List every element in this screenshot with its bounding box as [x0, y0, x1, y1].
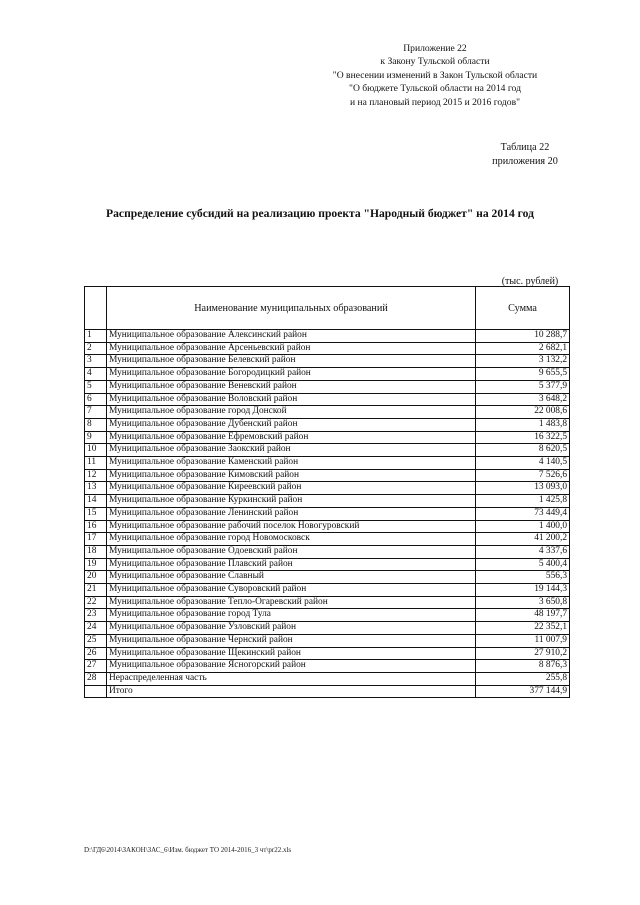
- row-num: 12: [85, 469, 107, 482]
- row-sum: 73 449,4: [476, 507, 570, 520]
- row-num: 5: [85, 380, 107, 393]
- row-sum: 1 400,0: [476, 520, 570, 533]
- row-num: 10: [85, 444, 107, 457]
- row-sum: 5 377,9: [476, 380, 570, 393]
- row-name: Муниципальное образование город Тула: [107, 609, 476, 622]
- row-name: Муниципальное образование Чернский район: [107, 634, 476, 647]
- row-sum: 255,8: [476, 672, 570, 685]
- row-sum: 19 144,3: [476, 584, 570, 597]
- table-row: [85, 533, 570, 546]
- table-row: [85, 660, 570, 673]
- row-sum: 2 682,1: [476, 342, 570, 355]
- table-row: [85, 571, 570, 584]
- table-ref-line: Таблица 22: [500, 142, 550, 153]
- table-row: [85, 596, 570, 609]
- row-num: [85, 685, 107, 698]
- appendix-line: к Закону Тульской области: [380, 56, 490, 68]
- row-name: Муниципальное образование Заокский район: [107, 444, 476, 457]
- row-name: Муниципальное образование Славный: [107, 571, 476, 584]
- table-row: [85, 457, 570, 470]
- table-row: [85, 634, 570, 647]
- table-row: [85, 393, 570, 406]
- row-name: Муниципальное образование Алексинский район: [107, 330, 476, 343]
- row-num: 22: [85, 596, 107, 609]
- row-sum: 48 197,7: [476, 609, 570, 622]
- row-name: Муниципальное образование Плавский район: [107, 558, 476, 571]
- row-sum: 556,3: [476, 571, 570, 584]
- row-name: Муниципальное образование Белевский район: [107, 355, 476, 368]
- table-body: [85, 330, 570, 698]
- row-name: Муниципальное образование Тепло-Огаревский район: [107, 596, 476, 609]
- subsidy-table: [84, 286, 570, 698]
- row-num: 2: [85, 342, 107, 355]
- row-sum: 22 352,1: [476, 622, 570, 635]
- table-row: [85, 609, 570, 622]
- row-name: Муниципальное образование Киреевский район: [107, 482, 476, 495]
- row-sum: 27 910,2: [476, 647, 570, 660]
- row-sum: 377 144,9: [476, 685, 570, 698]
- row-num: 18: [85, 545, 107, 558]
- table-row: [85, 622, 570, 635]
- row-sum: 8 620,5: [476, 444, 570, 457]
- row-sum: 22 008,6: [476, 406, 570, 419]
- table-row: [85, 495, 570, 508]
- row-num: 28: [85, 672, 107, 685]
- table-row: [85, 380, 570, 393]
- row-sum: 4 140,5: [476, 457, 570, 470]
- table-ref-line: приложения 20: [492, 155, 558, 167]
- row-name: Муниципальное образование город Новомосковск: [107, 533, 476, 546]
- row-name: Муниципальное образование Ленинский район: [107, 507, 476, 520]
- units-label: (тыс. рублей): [501, 276, 559, 287]
- row-sum: 5 400,4: [476, 558, 570, 571]
- table-row: [85, 355, 570, 368]
- row-name: Муниципальное образование город Донской: [107, 406, 476, 419]
- row-num: 20: [85, 571, 107, 584]
- row-sum: 3 132,2: [476, 355, 570, 368]
- row-num: 15: [85, 507, 107, 520]
- row-name: Муниципальное образование Каменский район: [107, 457, 476, 470]
- row-sum: 7 526,6: [476, 469, 570, 482]
- table-row: [85, 482, 570, 495]
- table-row: [85, 520, 570, 533]
- row-sum: 41 200,2: [476, 533, 570, 546]
- appendix-line: "О внесении изменений в Закон Тульской области: [332, 69, 538, 81]
- table-row: [85, 431, 570, 444]
- table-row: [85, 406, 570, 419]
- table-row: [85, 418, 570, 431]
- row-sum: 3 648,2: [476, 393, 570, 406]
- table-header-row: [85, 287, 570, 330]
- row-num: 25: [85, 634, 107, 647]
- header-num: [85, 287, 107, 330]
- table-row: [85, 558, 570, 571]
- row-num: 1: [85, 330, 107, 343]
- row-name: Итого: [107, 685, 476, 698]
- table-reference: [470, 141, 580, 168]
- row-name: Муниципальное образование Богородицкий район: [107, 368, 476, 381]
- row-num: 14: [85, 495, 107, 508]
- appendix-line: Приложение 22: [403, 43, 467, 54]
- table-row: [85, 330, 570, 343]
- row-num: 23: [85, 609, 107, 622]
- row-sum: 9 655,5: [476, 368, 570, 381]
- table-row: [85, 507, 570, 520]
- row-sum: 4 337,6: [476, 545, 570, 558]
- row-name: Муниципальное образование Суворовский район: [107, 584, 476, 597]
- table-row: [85, 469, 570, 482]
- table-row: [85, 672, 570, 685]
- row-sum: 1 425,8: [476, 495, 570, 508]
- row-name: Муниципальное образование Ефремовский район: [107, 431, 476, 444]
- row-sum: 13 093,0: [476, 482, 570, 495]
- table-row: [85, 444, 570, 457]
- row-num: 26: [85, 647, 107, 660]
- row-name: Муниципальное образование Веневский район: [107, 380, 476, 393]
- row-name: Муниципальное образование Куркинский район: [107, 495, 476, 508]
- row-sum: 8 876,3: [476, 660, 570, 673]
- row-sum: 10 288,7: [476, 330, 570, 343]
- total-row: [85, 685, 570, 698]
- row-sum: 16 322,5: [476, 431, 570, 444]
- row-name: Муниципальное образование Арсеньевский район: [107, 342, 476, 355]
- row-num: 24: [85, 622, 107, 635]
- row-name: Муниципальное образование Кимовский район: [107, 469, 476, 482]
- row-name: Муниципальное образование Узловский район: [107, 622, 476, 635]
- row-num: 6: [85, 393, 107, 406]
- row-name: Муниципальное образование Дубенский район: [107, 418, 476, 431]
- header-sum: Сумма: [476, 287, 570, 330]
- row-sum: 11 007,9: [476, 634, 570, 647]
- table-row: [85, 545, 570, 558]
- row-name: Муниципальное образование Воловский район: [107, 393, 476, 406]
- appendix-reference: [300, 42, 570, 109]
- row-num: 7: [85, 406, 107, 419]
- document-title: Распределение субсидий на реализацию проекта "Народный бюджет" на 2014 год: [106, 207, 534, 220]
- file-path: D:\ГД6\2014\ЗАКОН\ЗАС_6\Изм. бюджет ТО 2014-2016_3 чт\pr22.xls: [84, 846, 292, 854]
- row-num: 19: [85, 558, 107, 571]
- row-name: Муниципальное образование Щекинский район: [107, 647, 476, 660]
- row-name: Нераспределенная часть: [107, 672, 476, 685]
- row-sum: 3 650,8: [476, 596, 570, 609]
- row-num: 8: [85, 418, 107, 431]
- table-row: [85, 584, 570, 597]
- appendix-line: "О бюджете Тульской области на 2014 год: [349, 83, 521, 95]
- row-num: 13: [85, 482, 107, 495]
- row-num: 9: [85, 431, 107, 444]
- row-name: Муниципальное образование Одоевский район: [107, 545, 476, 558]
- row-num: 17: [85, 533, 107, 546]
- row-name: Муниципальное образование рабочий поселок Новогуровский: [107, 520, 476, 533]
- row-num: 27: [85, 660, 107, 673]
- table-row: [85, 342, 570, 355]
- header-name: Наименование муниципальных образований: [107, 287, 476, 330]
- row-num: 3: [85, 355, 107, 368]
- table-row: [85, 647, 570, 660]
- row-sum: 1 483,8: [476, 418, 570, 431]
- row-num: 16: [85, 520, 107, 533]
- row-num: 11: [85, 457, 107, 470]
- row-name: Муниципальное образование Ясногорский район: [107, 660, 476, 673]
- row-num: 4: [85, 368, 107, 381]
- table-row: [85, 368, 570, 381]
- appendix-line: и на плановый период 2015 и 2016 годов": [349, 96, 521, 108]
- row-num: 21: [85, 584, 107, 597]
